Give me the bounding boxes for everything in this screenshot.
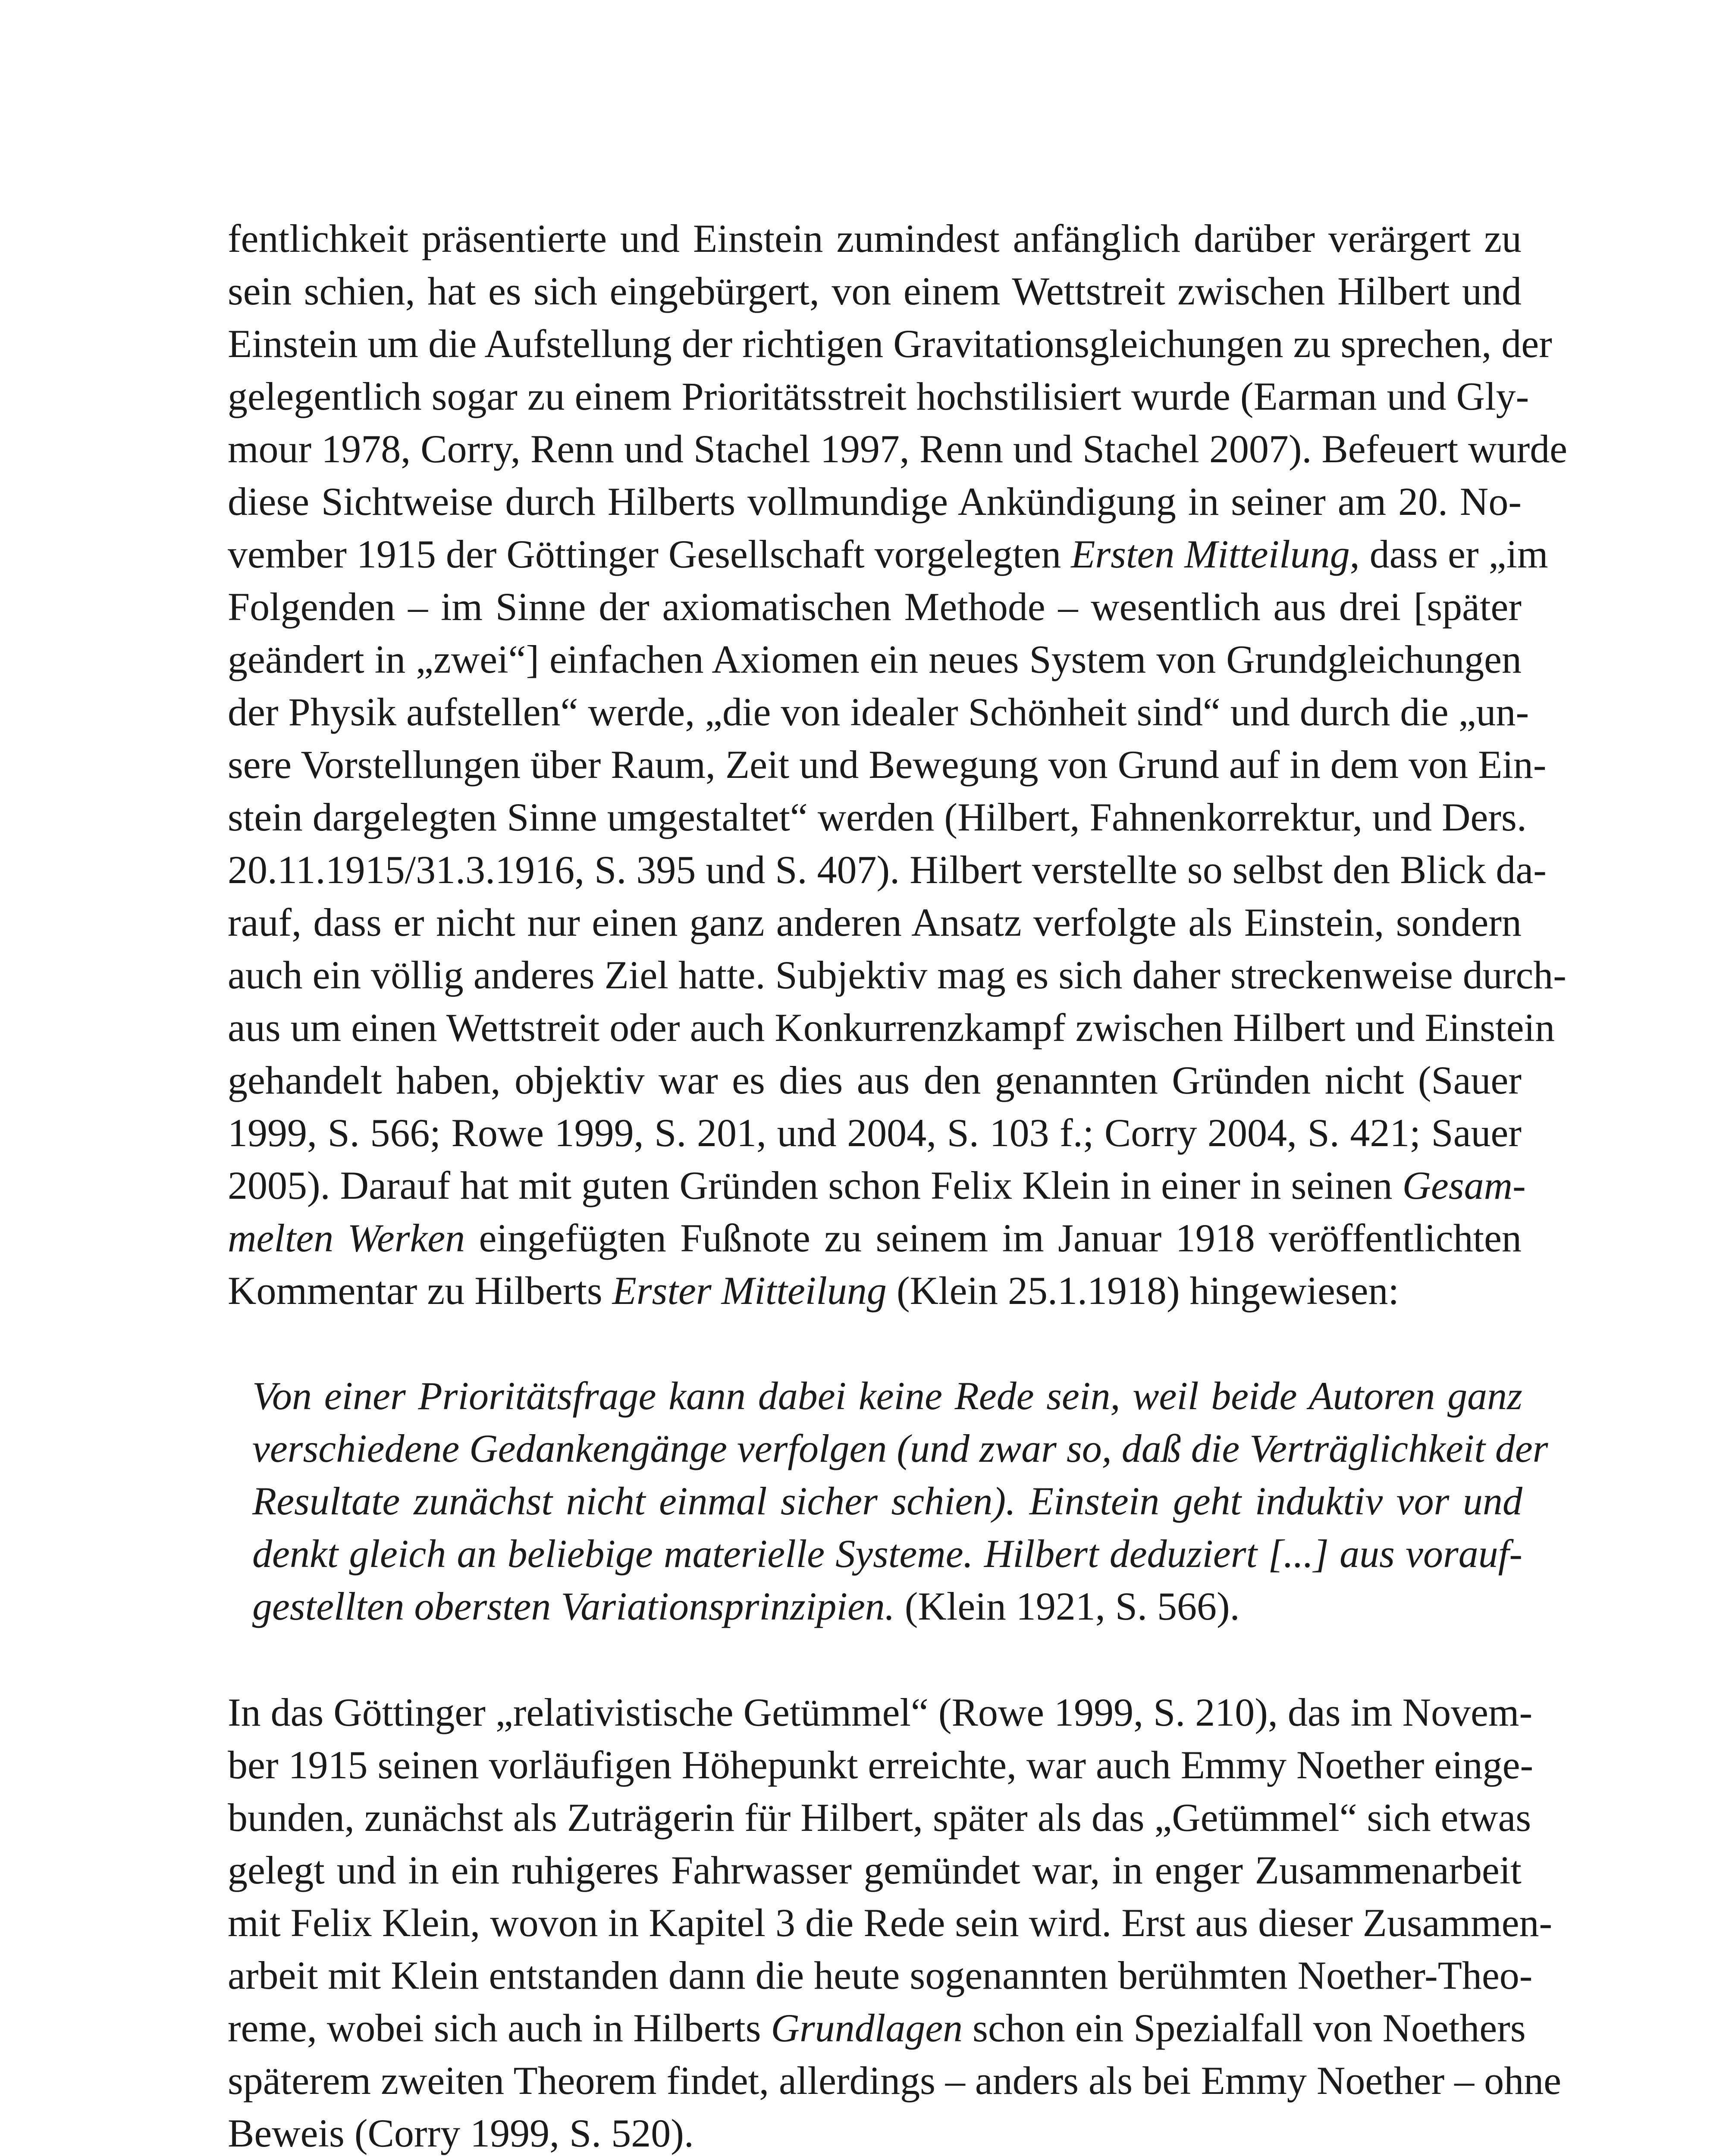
text-run: eingefügten Fußnote zu seinem im Januar 1918 veröffentlichten [465, 1216, 1522, 1260]
quote-text-run: gestellten obersten Variationsprinzipien. [252, 1584, 895, 1628]
text-line [228, 528, 1548, 580]
block-quote [252, 1369, 1548, 1633]
body-paragraph-1 [228, 212, 1568, 1317]
quote-line: Resultate zunächst nicht einmal sicher schien). Einstein geht induktiv vor und [252, 1479, 1522, 1523]
body-paragraph-2 [228, 1686, 1562, 2156]
text-line: 1999, S. 566; Rowe 1999, S. 201, und 2004, S. 103 f.; Corry 2004, S. 421; Sauer [228, 1111, 1522, 1155]
quote-line: Von einer Prioritätsfrage kann dabei keine Rede sein, weil beide Autoren ganz [252, 1374, 1522, 1418]
text-line: Beweis (Corry 1999, S. 520). [228, 2111, 694, 2155]
text-line: diese Sichtweise durch Hilberts vollmundige Ankündigung in seiner am 20. No- [228, 479, 1522, 523]
text-line [228, 1264, 1522, 1317]
text-line: gelegt und in ein ruhigeres Fahrwasser gemündet war, in enger Zusammenarbeit [228, 1848, 1522, 1892]
text-run: schon ein Spezialfall von Noethers [963, 2006, 1526, 2050]
italic-title: melten Werken [228, 1216, 465, 1260]
text-line: späterem zweiten Theorem findet, allerdings – anders als bei Emmy Noether – ohne [228, 2059, 1562, 2103]
italic-title: Ersten Mitteilung [1071, 532, 1350, 576]
italic-title: Grundlagen [771, 2006, 963, 2050]
text-line: geändert in „zwei“] einfachen Axiomen ein neues System von Grundgleichungen [228, 637, 1522, 681]
text-line: mour 1978, Corry, Renn und Stachel 1997, Renn und Stachel 2007). Befeuert wurde [228, 427, 1568, 471]
text-line: Folgenden – im Sinne der axiomatischen Methode – wesentlich aus drei [später [228, 585, 1522, 629]
text-run: Kommentar zu Hilberts [228, 1269, 612, 1313]
text-run: vember 1915 der Göttinger Gesellschaft vorgelegten [228, 532, 1071, 576]
quote-citation: (Klein 1921, S. 566). [894, 1584, 1240, 1628]
text-line: aus um einen Wettstreit oder auch Konkurrenzkampf zwischen Hilbert und Einstein [228, 1006, 1555, 1050]
quote-line [252, 1580, 1522, 1633]
text-line: arbeit mit Klein entstanden dann die heute sogenannten berühmten Noether-Theo- [228, 1953, 1533, 1997]
text-line [228, 1212, 1522, 1264]
text-run: reme, wobei sich auch in Hilberts [228, 2006, 771, 2050]
quote-line: verschiedene Gedankengänge verfolgen (und zwar so, daß die Verträglichkeit der [252, 1426, 1548, 1470]
text-run: , dass er „im [1349, 532, 1548, 576]
text-line: der Physik aufstellen“ werde, „die von idealer Schönheit sind“ und durch die „un- [228, 690, 1529, 734]
text-line: sere Vorstellungen über Raum, Zeit und Bewegung von Grund auf in dem von Ein- [228, 743, 1547, 787]
text-run: 2005). Darauf hat mit guten Gründen schon Felix Klein in einer in seinen [228, 1163, 1403, 1207]
text-line [228, 1159, 1526, 1212]
text-line: mit Felix Klein, wovon in Kapitel 3 die Rede sein wird. Erst aus dieser Zusammen- [228, 1901, 1553, 1945]
text-line: auch ein völlig anderes Ziel hatte. Subjektiv mag es sich daher streckenweise durch- [228, 953, 1566, 997]
text-line: Einstein um die Aufstellung der richtigen Gravitationsgleichungen zu sprechen, der [228, 322, 1552, 366]
text-line: ber 1915 seinen vorläufigen Höhepunkt erreichte, war auch Emmy Noether einge- [228, 1743, 1534, 1787]
text-line: bunden, zunächst als Zuträgerin für Hilbert, später als das „Getümmel“ sich etwas [228, 1796, 1531, 1839]
text-run: (Klein 25.1.1918) hingewiesen: [886, 1269, 1399, 1313]
text-line: gehandelt haben, objektiv war es dies aus den genannten Gründen nicht (Sauer [228, 1058, 1522, 1102]
italic-title: Erster Mitteilung [612, 1269, 887, 1313]
text-line: In das Göttinger „relativistische Getümmel“ (Rowe 1999, S. 210), das im Novem- [228, 1690, 1533, 1734]
quote-line: denkt gleich an beliebige materielle Systeme. Hilbert deduziert [...] aus vorauf- [252, 1532, 1522, 1576]
text-line: sein schien, hat es sich eingebürgert, von einem Wettstreit zwischen Hilbert und [228, 269, 1522, 313]
text-line: rauf, dass er nicht nur einen ganz anderen Ansatz verfolgte als Einstein, sondern [228, 900, 1522, 944]
text-line: fentlichkeit präsentierte und Einstein zumindest anfänglich darüber verärgert zu [228, 216, 1522, 260]
text-line: 20.11.1915/31.3.1916, S. 395 und S. 407). Hilbert verstellte so selbst den Blick da- [228, 848, 1547, 892]
text-line: gelegentlich sogar zu einem Prioritätsstreit hochstilisiert wurde (Earman und Gly- [228, 374, 1529, 418]
text-line: stein dargelegten Sinne umgestaltet“ werden (Hilbert, Fahnenkorrektur, und Ders. [228, 795, 1527, 839]
italic-title: Gesam- [1402, 1163, 1526, 1207]
text-line [228, 2002, 1526, 2054]
